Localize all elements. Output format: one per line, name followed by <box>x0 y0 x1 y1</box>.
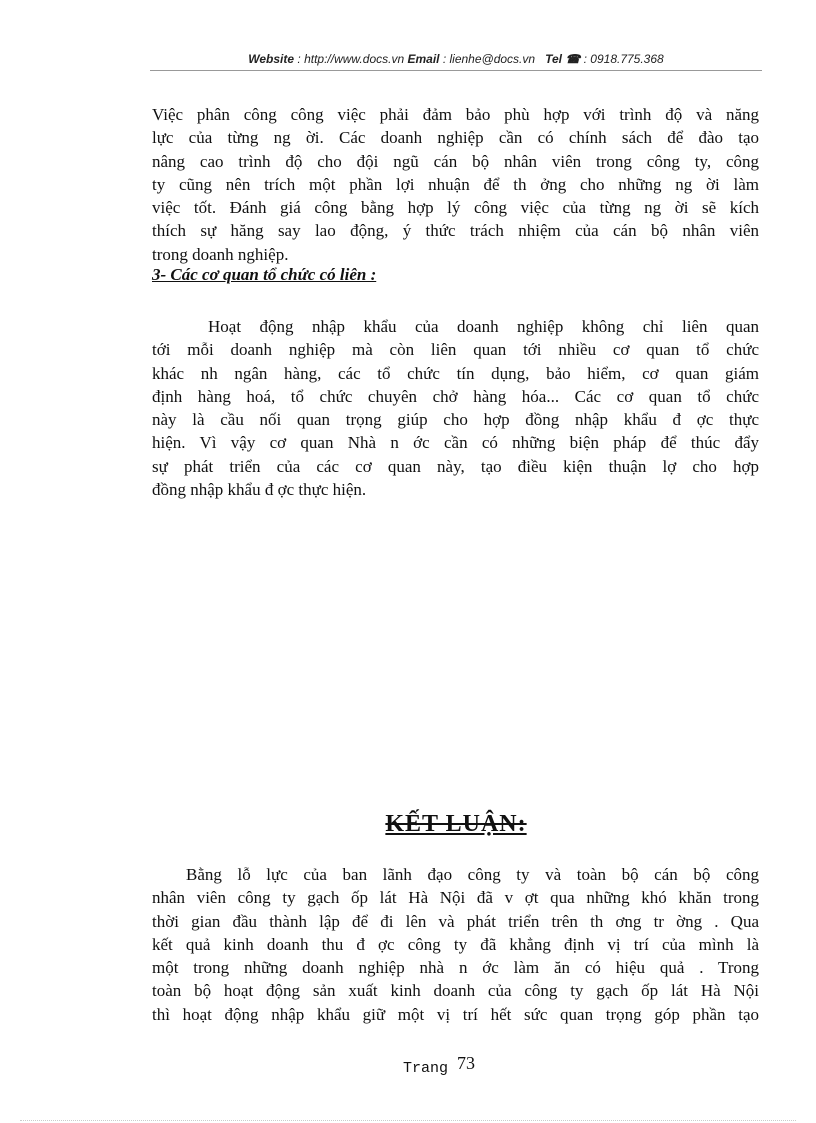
header-divider <box>150 70 762 71</box>
page-header <box>150 52 762 66</box>
text-line: việc tốt. Đánh giá công bằng hợp lý công việc của từng ng ời sẽ kích <box>152 198 759 218</box>
website-url[interactable]: http://www.docs.vn <box>304 52 405 66</box>
tel-value: : 0918.775.368 <box>580 52 664 66</box>
website-sep: : <box>294 52 305 66</box>
text-line: hiện. Vì vậy cơ quan Nhà n ớc cần có những biện pháp để thúc đẩy <box>152 433 759 453</box>
tel-label: Tel <box>545 52 562 66</box>
text-line: toàn bộ hoạt động sản xuất kinh doanh của công ty gạch ốp lát Hà Nội <box>152 981 759 1001</box>
email-sep: : <box>439 52 450 66</box>
section-heading: 3- Các cơ quan tổ chức có liên : <box>152 265 377 284</box>
text-line: Bằng lỗ lực của ban lãnh đạo công ty và toàn bộ cán bộ công <box>186 865 759 884</box>
text-line: nhân viên công ty gạch ốp lát Hà Nội đã v ợt qua những khó khăn trong <box>152 888 759 908</box>
phone-icon: ☎ <box>565 52 581 66</box>
text-line: đồng nhập khẩu đ ợc thực hiện. <box>152 480 367 500</box>
text-line: lực của từng ng ời. Các doanh nghiệp cần có chính sách để đào tạo <box>152 128 759 148</box>
paragraph-conclusion <box>152 863 759 1026</box>
text-line: này là cầu nối quan trọng giúp cho hợp đồng nhập khẩu đ ợc thực <box>152 410 759 430</box>
text-line: trong doanh nghiệp. <box>152 244 289 264</box>
paragraph-agencies <box>152 315 759 501</box>
page-label: Trang <box>403 1060 449 1077</box>
page-number <box>403 1053 475 1077</box>
text-line: định hàng hoá, tổ chức chuyên chở hàng hóa... Các cơ quan tổ chức <box>152 386 759 406</box>
text-line: Hoạt động nhập khẩu của doanh nghiệp không chỉ liên quan <box>208 317 759 336</box>
page-number-value: 73 <box>457 1053 476 1073</box>
website-label: Website <box>248 52 295 66</box>
text-line: thích sự hăng say lao động, ý thức trách nhiệm của cán bộ nhân viên <box>152 221 759 241</box>
email-label: Email <box>407 52 440 66</box>
paragraph-intro <box>152 103 759 266</box>
email-value[interactable]: lienhe@docs.vn <box>449 52 536 66</box>
text-line: thì hoạt động nhập khẩu giữ một vị trí hết sức quan trọng góp phần tạo <box>152 1004 759 1024</box>
text-line: sự phát triển của các cơ quan này, tạo điều kiện thuận lợ cho hợp <box>152 456 759 476</box>
text-line: Việc phân công công việc phải đảm bảo phù hợp với trình độ và năng <box>152 105 759 124</box>
text-line: thời gian đầu thành lập để đi lên và phát triển trên th ơng tr ờng . Qua <box>152 911 759 931</box>
text-line: ty cũng nên trích một phần lợi nhuận để th ởng cho những ng ời làm <box>152 174 759 194</box>
page-bottom-border <box>20 1120 796 1121</box>
conclusion-title: KẾT LUẬN: <box>385 811 527 837</box>
text-line: nâng cao trình độ cho đội ngũ cán bộ nhân viên trong công ty, công <box>152 151 759 171</box>
text-line: tới mỗi doanh nghiệp mà còn liên quan tới nhiều cơ quan tổ chức <box>152 340 759 360</box>
text-line: kết quả kinh doanh thu đ ợc công ty đã khẳng định vị trí của mình là <box>152 934 759 954</box>
text-line: khác nh ngân hàng, các tổ chức tín dụng, bảo hiểm, cơ quan giám <box>152 363 759 383</box>
text-line: một trong những doanh nghiệp nhà n ớc làm ăn có hiệu quả . Trong <box>152 958 759 978</box>
